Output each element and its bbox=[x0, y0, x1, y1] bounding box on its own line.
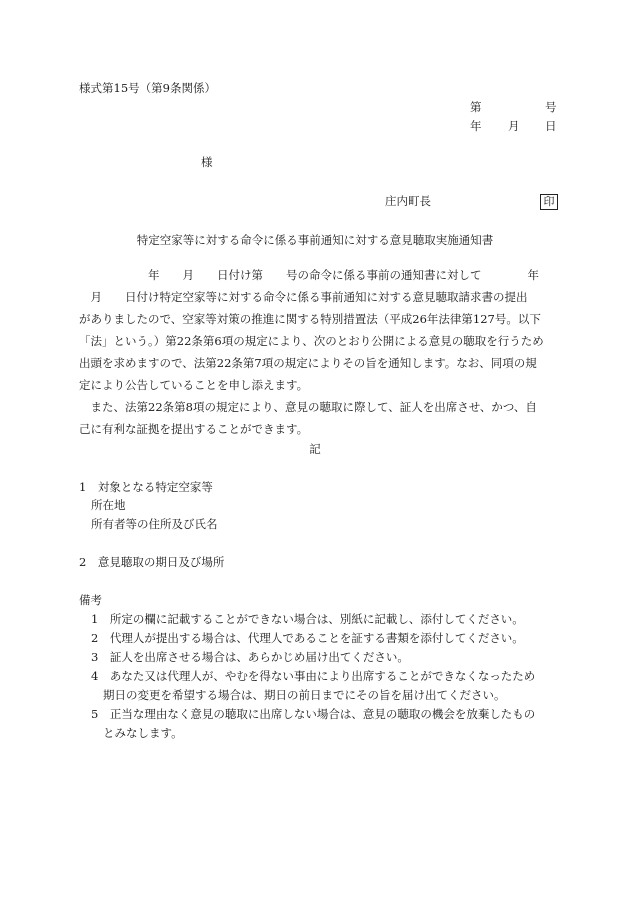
item-heading: 2 意見聴取の期日及び場所 bbox=[79, 555, 225, 569]
seal-stamp-box bbox=[540, 194, 558, 210]
body-line: がありましたので、空家等対策の推進に関する特別措置法（平成26年法律第127号。以下 bbox=[79, 312, 541, 326]
doc-number-go: 号 bbox=[545, 100, 557, 114]
item-sub: 所有者等の住所及び氏名 bbox=[91, 517, 218, 531]
item-sub: 所在地 bbox=[91, 498, 126, 512]
form-number: 様式第15号（第9条関係） bbox=[79, 81, 216, 95]
body-line: 定により公告していることを申し添えます。 bbox=[79, 378, 309, 392]
document-title: 特定空家等に対する命令に係る事前通知に対する意見聴取実施通知書 bbox=[136, 233, 494, 247]
ki-heading: 記 bbox=[309, 442, 321, 456]
remark-line: 2 代理人が提出する場合は、代理人であることを証する書類を添付してください。 bbox=[91, 631, 524, 645]
remarks-title: 備考 bbox=[79, 593, 102, 607]
doc-number-dai: 第 bbox=[470, 100, 482, 114]
remark-line: 4 あなた又は代理人が、やむを得ない事由により出席することができなくなったため bbox=[91, 669, 536, 683]
body-line: 己に有利な証拠を提出することができます。 bbox=[79, 422, 309, 436]
remark-line: 3 証人を出席させる場合は、あらかじめ届け出てください。 bbox=[91, 650, 409, 664]
body-line: 出頭を求めますので、法第22条第7項の規定によりその旨を通知します。なお、同項の規 bbox=[79, 356, 537, 370]
body-line: 年 月 日付け第 号の命令に係る事前の通知書に対して 年 bbox=[79, 268, 539, 282]
remark-line: とみなします。 bbox=[103, 726, 183, 740]
body-line: 「法」という。）第22条第6項の規定により、次のとおり公開による意見の聴取を行うため bbox=[79, 334, 544, 348]
seal-mark: 印 bbox=[543, 195, 555, 208]
remark-line: 5 正当な理由なく意見の聴取に出席しない場合は、意見の聴取の機会を放棄したもの bbox=[91, 707, 536, 721]
date-year-label: 年 bbox=[470, 119, 482, 133]
addressee-suffix: 様 bbox=[201, 155, 213, 169]
body-line: また、法第22条第8項の規定により、意見の聴取に際して、証人を出席させ、かつ、自 bbox=[79, 400, 537, 414]
body-line: 月 日付け特定空家等に対する命令に係る事前通知に対する意見聴取請求書の提出 bbox=[79, 290, 528, 304]
item-heading: 1 対象となる特定空家等 bbox=[79, 480, 213, 494]
date-day-label: 日 bbox=[545, 119, 557, 133]
remark-line: 期日の変更を希望する場合は、期日の前日までにその旨を届け出てください。 bbox=[103, 688, 506, 702]
date-month-label: 月 bbox=[508, 119, 520, 133]
remark-line: 1 所定の欄に記載することができない場合は、別紙に記載し、添付してください。 bbox=[91, 612, 524, 626]
issuer-name: 庄内町長 bbox=[385, 194, 431, 208]
